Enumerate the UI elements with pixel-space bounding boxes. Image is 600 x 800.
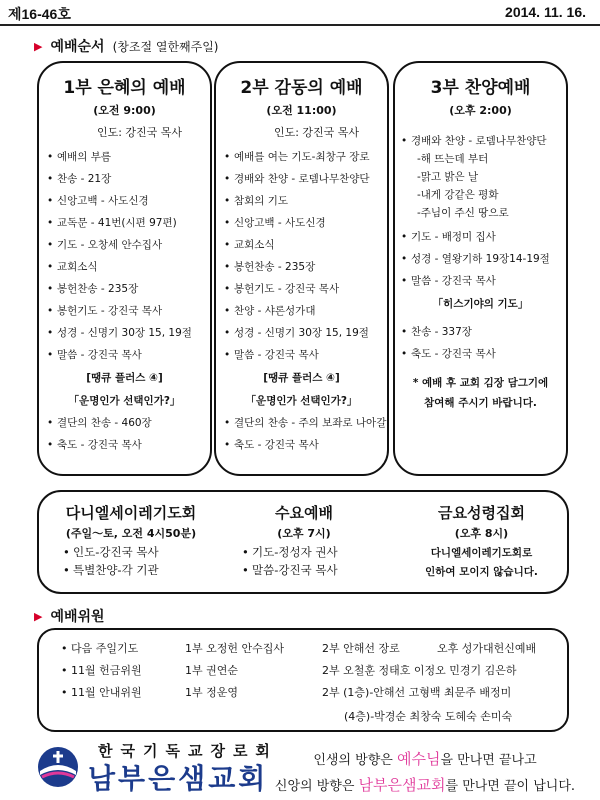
- list-item: • 교회소식: [47, 261, 98, 273]
- list-item: • 기도 - 배정미 집사: [401, 231, 496, 243]
- service2-closing-list: [224, 416, 387, 452]
- daniel-prayer-time: (주일～토, 오전 4시50분): [65, 527, 197, 540]
- church-logo-icon: [36, 745, 80, 789]
- service3-time: (오후 2:00): [449, 104, 512, 117]
- service2-box: [214, 61, 389, 476]
- song-item: -해 뜨는데 부터: [417, 153, 489, 165]
- wednesday-column: [224, 502, 384, 581]
- weekday-services-box: [37, 490, 569, 594]
- header-divider: [0, 24, 600, 26]
- slogan-line1: 인생의 방향은 예수님을 만나면 끝나고: [313, 750, 537, 768]
- list-item: • 기도 - 오창세 안수집사: [47, 239, 163, 251]
- roles-cell: 2부 오철훈 정태호 이정오 민경기 김은하: [322, 664, 517, 677]
- list-item: • 경배와 찬양 - 로뎀나무찬양단: [224, 173, 370, 185]
- list-item: • 말씀 - 강진국 목사: [401, 275, 496, 287]
- list-item: • 찬송 - 337장: [401, 326, 472, 338]
- list-item: • 경배와 찬양 - 로뎀나무찬양단: [401, 135, 547, 147]
- service2-title: 2부 감동의 예배: [240, 78, 363, 98]
- roles-cell: (4층)-박경순 최창숙 도혜숙 손미숙: [344, 710, 513, 723]
- list-item: • 성경 - 신명기 30장 15, 19절: [224, 327, 369, 339]
- list-item: • 봉헌기도 - 강진국 목사: [47, 305, 163, 317]
- service2-sermon-series: [땡큐 플러스 ④]: [263, 372, 340, 384]
- worship-section-title: ▶ 예배순서 (창조절 열한째주일): [34, 39, 219, 55]
- service1-order-list: [47, 150, 210, 362]
- friday-note-line2: 인하여 모이지 않습니다.: [425, 566, 538, 578]
- service1-time: (오전 9:00): [93, 104, 156, 117]
- list-item: • 말씀 - 강진국 목사: [47, 349, 142, 361]
- service2-time: (오전 11:00): [266, 104, 337, 117]
- issue-date: 2014. 11. 16.: [505, 4, 586, 20]
- church-name: 남부은샘교회: [88, 762, 269, 795]
- service2-order-list: [224, 150, 387, 362]
- roles-cell: 1부 정운영: [185, 686, 238, 699]
- list-item: • 신앙고백 - 사도신경: [224, 217, 326, 229]
- list-item: • 성경 - 신명기 30장 15, 19절: [47, 327, 192, 339]
- friday-note-line1: 다니엘세이레기도회로: [430, 547, 533, 559]
- list-item: • 예배를 여는 기도-최창구 장로: [224, 151, 370, 163]
- friday-column: [399, 502, 564, 579]
- service1-box: [37, 61, 212, 476]
- service3-title: 3부 찬양예배: [430, 78, 531, 98]
- service3-praise-head: [401, 134, 566, 148]
- list-item: • 결단의 찬송 - 460장: [47, 417, 152, 429]
- list-item: • 참회의 기도: [224, 195, 289, 207]
- triangle-bullet-icon: ▶: [34, 609, 43, 623]
- triangle-bullet-icon: ▶: [34, 39, 43, 53]
- slogan-line2: 신앙의 방향은 남부은샘교회를 만나면 끝이 납니다.: [274, 776, 576, 794]
- roles-cell: 1부 권연순: [185, 664, 238, 677]
- service3-closing-list: [401, 325, 566, 361]
- list-item: • 축도 - 강진국 목사: [47, 439, 142, 451]
- service3-sermon-title: 「히스기야의 기도」: [432, 298, 529, 310]
- song-item: -주님이 주신 땅으로: [417, 207, 509, 219]
- service1-sermon-series: [땡큐 플러스 ④]: [86, 372, 163, 384]
- list-item: • 결단의 찬송 - 주의 보좌로 나아갈: [224, 417, 387, 429]
- list-item: • 봉헌찬송 - 235장: [224, 261, 316, 273]
- service3-order-list: [401, 230, 566, 288]
- song-item: -맑고 밝은 날: [417, 171, 479, 183]
- service3-praise-songs: [417, 152, 566, 220]
- song-item: -내게 강같은 평화: [417, 189, 499, 201]
- friday-title: 금요성령집회: [438, 504, 525, 522]
- daniel-prayer-title: 다니엘세이레기도회: [65, 504, 197, 522]
- roles-box: [37, 628, 569, 732]
- roles-row-offering: • 11월 헌금위원: [61, 664, 142, 677]
- list-item: • 성경 - 열왕기하 19장14-19절: [401, 253, 550, 265]
- list-item: • 찬양 - 샤론성가대: [224, 305, 316, 317]
- service1-closing-list: [47, 416, 210, 452]
- daniel-prayer-column: [41, 502, 221, 581]
- service1-title: 1부 은혜의 예배: [63, 78, 186, 98]
- list-item: • 예배의 부름: [47, 151, 112, 163]
- roles-section-title: ▶ 예배위원: [34, 609, 105, 625]
- service3-box: [393, 61, 568, 476]
- service3-notice-line1: * 예배 후 교회 김장 담그기에: [412, 377, 549, 389]
- list-item: • 봉헌찬송 - 235장: [47, 283, 139, 295]
- issue-number: 제16-46호: [8, 6, 71, 22]
- roles-row-usher: • 11월 안내위원: [61, 686, 142, 699]
- roles-cell: 1부 오정헌 안수집사: [185, 642, 284, 655]
- wednesday-title: 수요예배: [275, 504, 333, 522]
- service2-sermon-title: 「운명인가 선택인가?」: [245, 395, 358, 407]
- list-item: • 말씀-강진국 목사: [242, 563, 338, 577]
- service3-notice-line2: 참여해 주시기 바랍니다.: [424, 397, 537, 409]
- list-item: • 기도-정성자 권사: [242, 545, 338, 559]
- service2-lead: 인도: 강진국 목사: [273, 126, 360, 139]
- list-item: • 교회소식: [224, 239, 275, 251]
- list-item: • 신앙고백 - 사도신경: [47, 195, 149, 207]
- roles-cell: 2부 안해선 장로: [322, 642, 400, 655]
- roles-row-prayer: • 다음 주일기도: [61, 642, 139, 655]
- roles-cell: 2부 (1층)-안해선 고형백 최문주 배정미: [322, 686, 512, 699]
- list-item: • 축도 - 강진국 목사: [401, 348, 496, 360]
- service1-lead: 인도: 강진국 목사: [96, 126, 183, 139]
- list-item: • 교독문 - 41번(시편 97편): [47, 217, 177, 229]
- list-item: • 인도-강진국 목사: [63, 545, 159, 559]
- list-item: • 말씀 - 강진국 목사: [224, 349, 319, 361]
- list-item: • 찬송 - 21장: [47, 173, 112, 185]
- wednesday-time: (오후 7시): [277, 527, 331, 540]
- denomination-name: 한국기독교장로회: [98, 742, 278, 760]
- list-item: • 축도 - 강진국 목사: [224, 439, 319, 451]
- friday-time: (오후 8시): [454, 527, 509, 540]
- service1-sermon-title: 「운명인가 선택인가?」: [68, 395, 181, 407]
- list-item: • 봉헌기도 - 강진국 목사: [224, 283, 340, 295]
- roles-cell: 오후 성가대헌신예배: [437, 642, 537, 655]
- list-item: • 특별찬양-각 기관: [63, 563, 159, 577]
